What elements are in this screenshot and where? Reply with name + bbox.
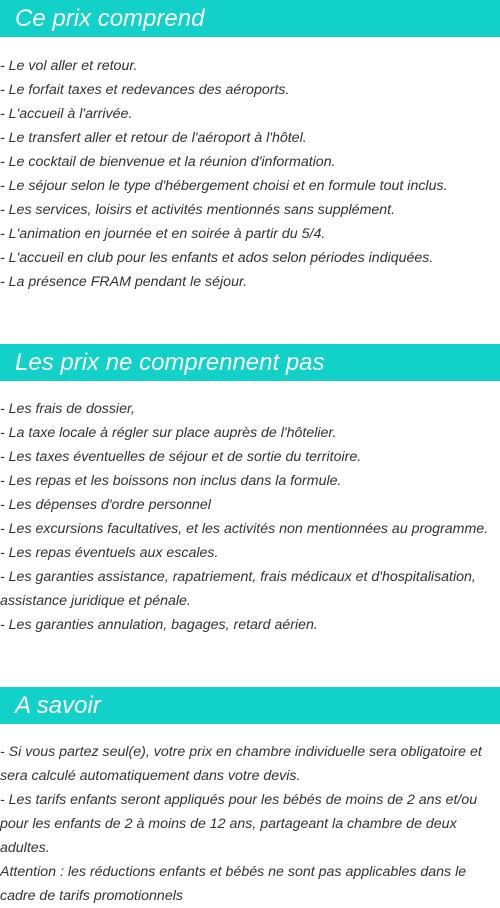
section-header-price-includes: Ce prix comprend	[0, 0, 500, 37]
list-item: - Le forfait taxes et redevances des aéroports.	[0, 82, 290, 98]
list-item: - L'accueil à l'arrivée.	[0, 106, 133, 122]
price-excludes-list	[0, 397, 500, 637]
list-item: - Le séjour selon le type d'hébergement choisi et en formule tout inclus.	[0, 178, 448, 194]
price-includes-list	[0, 54, 500, 294]
list-item: - L'accueil en club pour les enfants et ados selon périodes indiquées.	[0, 250, 434, 266]
list-item: - Les services, loisirs et activités mentionnés sans supplément.	[0, 202, 396, 218]
list-item: - Les repas et les boissons non inclus dans la formule.	[0, 473, 342, 489]
section-price-includes	[0, 0, 500, 294]
list-item: - Les garanties annulation, bagages, retard aérien.	[0, 617, 318, 633]
list-item: - Le transfert aller et retour de l'aéroport à l'hôtel.	[0, 130, 307, 146]
list-item: - Les dépenses d'ordre personnel	[0, 497, 211, 513]
list-item: - La présence FRAM pendant le séjour.	[0, 274, 248, 290]
list-item: Attention : les réductions enfants et bébés ne sont pas applicables dans le cadre de tarifs promotionnels	[0, 864, 467, 904]
section-price-excludes	[0, 344, 500, 637]
section-good-to-know	[0, 687, 500, 908]
list-item: - La taxe locale à régler sur place auprès de l'hôtelier.	[0, 425, 337, 441]
list-item: - Les tarifs enfants seront appliqués pour les bébés de moins de 2 ans et/ou pour les enfants de 2 à moins de 12 ans, partageant la chambre de deux adultes.	[0, 792, 478, 856]
list-item: - L'animation en journée et en soirée à partir du 5/4.	[0, 226, 326, 242]
list-item: - Les excursions facultatives, et les activités non mentionnées au programme.	[0, 521, 489, 537]
list-item: - Si vous partez seul(e), votre prix en chambre individuelle sera obligatoire et sera calculé automatiquement dans votre devis.	[0, 744, 482, 784]
list-item: - Les taxes éventuelles de séjour et de sortie du territoire.	[0, 449, 362, 465]
good-to-know-list	[0, 740, 500, 908]
list-item: - Les frais de dossier,	[0, 401, 135, 417]
section-header-price-excludes: Les prix ne comprennent pas	[0, 344, 500, 381]
list-item: - Le vol aller et retour.	[0, 58, 138, 74]
list-item: - Les garanties assistance, rapatriement, frais médicaux et d'hospitalisation, assistance juridique et pénale.	[0, 569, 476, 609]
list-item: - Les repas éventuels aux escales.	[0, 545, 219, 561]
section-header-good-to-know: A savoir	[0, 687, 500, 724]
list-item: - Le cocktail de bienvenue et la réunion d'information.	[0, 154, 336, 170]
